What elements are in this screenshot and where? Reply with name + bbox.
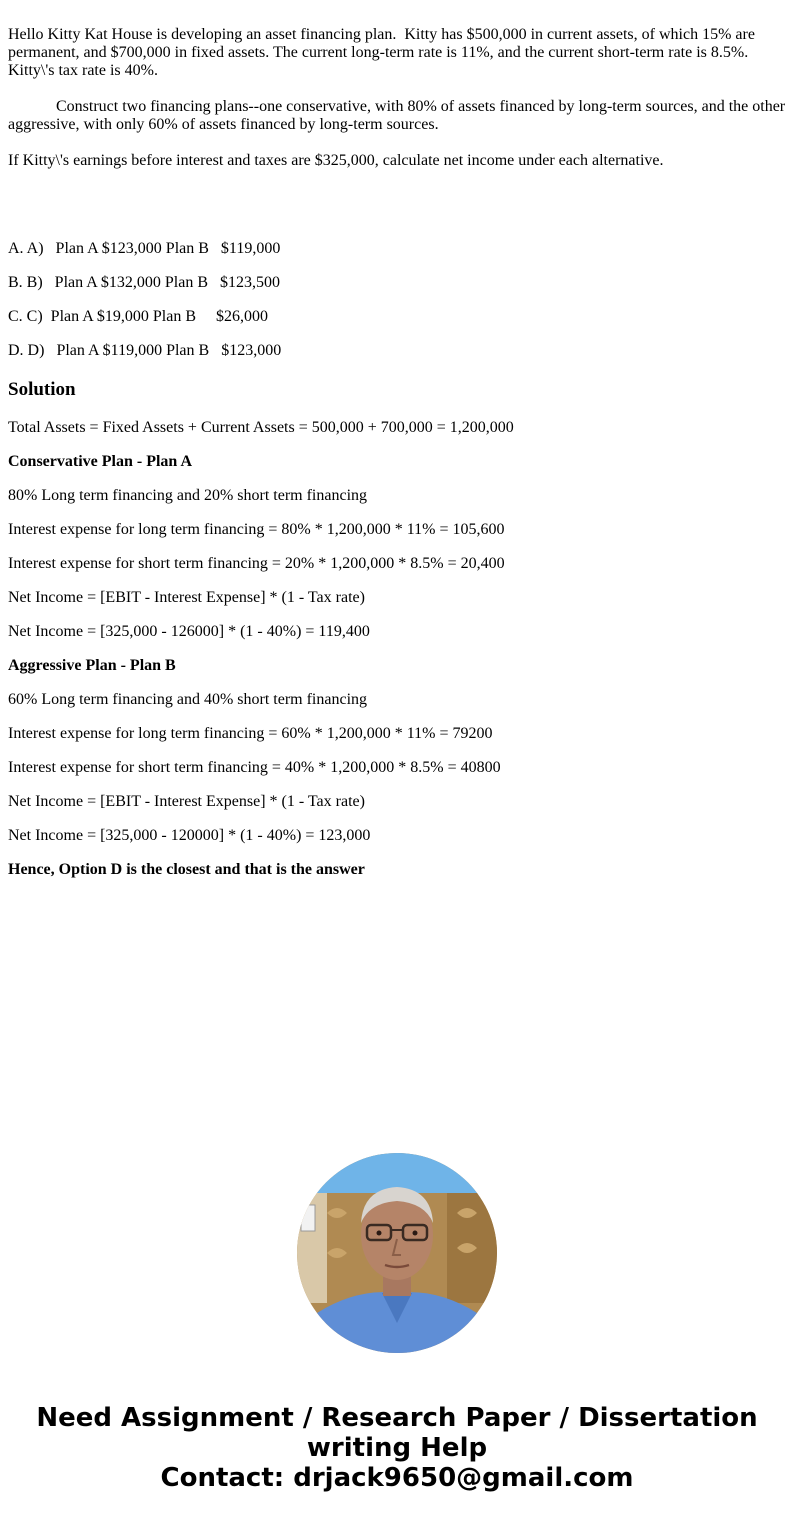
footer-line-1: Need Assignment / Research Paper / Dissertation <box>36 1403 758 1433</box>
option-d: D. D) Plan A $119,000 Plan B $123,000 <box>8 342 282 359</box>
solution-body <box>8 419 788 895</box>
plan-b-net-income: Net Income = [325,000 - 120000] * (1 - 40%) = 123,000 <box>8 827 371 844</box>
solution-title: Solution <box>8 379 76 400</box>
plan-b-formula: Net Income = [EBIT - Interest Expense] * (1 - Tax rate) <box>8 793 365 810</box>
plan-a-short-interest: Interest expense for short term financing = 20% * 1,200,000 * 8.5% = 20,400 <box>8 555 505 572</box>
plan-a-net-income: Net Income = [325,000 - 126000] * (1 - 40%) = 119,400 <box>8 623 370 640</box>
question-block <box>8 26 788 170</box>
option-b: B. B) Plan A $132,000 Plan B $123,500 <box>8 274 281 291</box>
plan-a-long-interest: Interest expense for long term financing = 80% * 1,200,000 * 11% = 105,600 <box>8 521 505 538</box>
plan-b-short-interest: Interest expense for short term financing = 40% * 1,200,000 * 8.5% = 40800 <box>8 759 501 776</box>
answer-options <box>8 240 788 376</box>
plan-b-heading: Aggressive Plan - Plan B <box>8 657 176 674</box>
question-paragraph-1: Hello Kitty Kat House is developing an asset financing plan. Kitty has $500,000 in current assets, of which 15% are permanent, and $700,000 in fixed assets. The current long-term rate is 11%, and the current short-term rate is 8.5%. Kitty\'s tax rate is 40%. <box>8 26 759 79</box>
avatar-portrait <box>297 1153 497 1353</box>
option-c: C. C) Plan A $19,000 Plan B $26,000 <box>8 308 269 325</box>
footer-line-2: writing Help <box>306 1433 488 1463</box>
total-assets-line: Total Assets = Fixed Assets + Current Assets = 500,000 + 700,000 = 1,200,000 <box>8 419 514 436</box>
plan-a-heading: Conservative Plan - Plan A <box>8 453 192 470</box>
plan-a-split: 80% Long term financing and 20% short term financing <box>8 487 368 504</box>
footer-contact: Contact: drjack9650@gmail.com <box>160 1463 634 1493</box>
option-a: A. A) Plan A $123,000 Plan B $119,000 <box>8 240 281 257</box>
question-paragraph-3: If Kitty\'s earnings before interest and taxes are $325,000, calculate net income under each alternative. <box>8 152 664 169</box>
plan-b-long-interest: Interest expense for long term financing = 60% * 1,200,000 * 11% = 79200 <box>8 725 493 742</box>
plan-a-formula: Net Income = [EBIT - Interest Expense] * (1 - Tax rate) <box>8 589 365 606</box>
plan-b-split: 60% Long term financing and 40% short term financing <box>8 691 368 708</box>
question-paragraph-2: Construct two financing plans--one conservative, with 80% of assets financed by long-term sources, and the other aggressive, with only 60% of assets financed by long-term sources. <box>8 98 790 133</box>
conclusion-line: Hence, Option D is the closest and that is the answer <box>8 861 365 878</box>
avatar <box>297 1153 497 1353</box>
footer-banner <box>0 1403 794 1493</box>
